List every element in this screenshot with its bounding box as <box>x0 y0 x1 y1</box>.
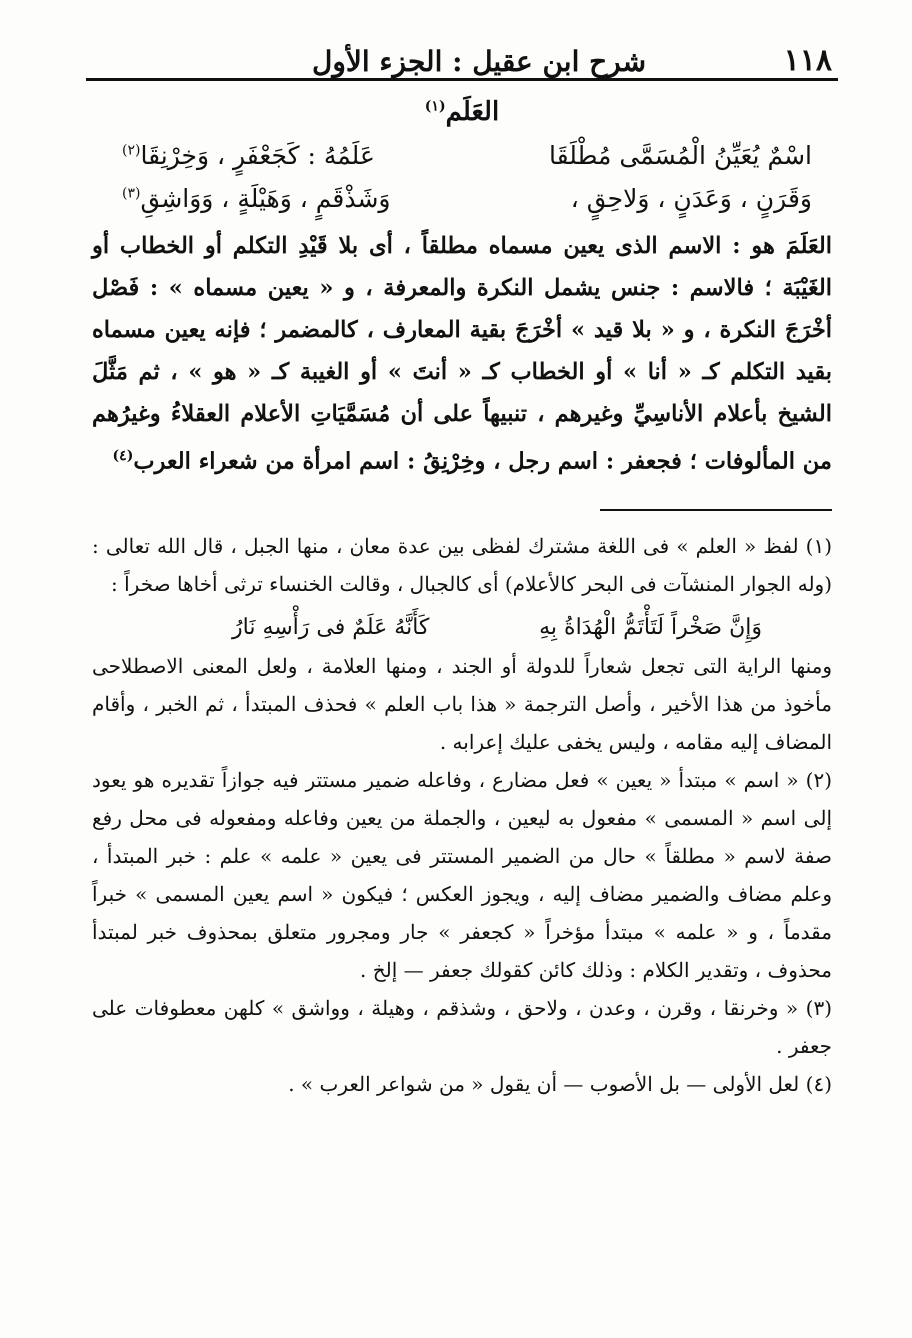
verse-1-note: (٢) <box>122 142 141 159</box>
verse-line-2 <box>122 184 812 213</box>
page-number: ١١٨ <box>783 43 832 78</box>
footnotes <box>92 527 832 1103</box>
verse-2-note: (٣) <box>122 185 141 202</box>
chapter-title-note: (١) <box>424 98 446 115</box>
commentary-paragraph: العَلَمَ هو : الاسم الذى يعين مسماه مطلقاً ، أى بلا قَيْدِ التكلم أو الخطاب أو الغَيْبَة ؛ فالاسم : جنس يشمل النكرة والمعرفة ، و « يعين مسماه » : فَصْل أخْرَجَ النكرة ، و « بلا قيد » أخْرَجَ بقية المعارف ، كالمضمر ؛ فإنه يعين مسماه بقيد التكلم كـ « أنا » أو الخطاب كـ « أنتَ » أو الغيبة كـ « هو » ، ثم مَثَّلَ الشيخ بأعلام الأناسِيِّ وغيرهم ، تنبيهاً على أن مُسَمَّيَاتِ الأعلام العقلاءُ وغيرُهم من المألوفات ؛ فجعفر : اسم رجل ، وخِرْنِقُ : اسم امرأة من شعراء العرب$^{(٤)}$ <box>92 233 832 475</box>
verse-1-left: عَلَمُهُ : كَجَعْفَرٍ ، وَخِرْنِقَا$^{(٢)}$ <box>122 141 375 170</box>
footnote-rule <box>600 509 832 511</box>
footnote-3: (٣) « وخرنقا ، وقرن ، وعدن ، ولاحق ، وشذقم ، وهيلة ، وواشق » كلهن معطوفات على جعفر . <box>92 995 832 1058</box>
page-header <box>92 28 832 78</box>
verse-2-left: وَشَذْقَمٍ ، وَهَيْلَةٍ ، وَوَاشِقِ$^{(٣)}$ <box>122 184 391 213</box>
commentary-note: (٤) <box>112 448 134 464</box>
footnote-1-verse-left: كَأَنَّهُ عَلَمٌ فى رَأْسِهِ نَارُ <box>232 614 430 640</box>
commentary-text <box>92 225 832 483</box>
footnote-2: (٢) « اسم » مبتدأ « يعين » فعل مضارع ، وفاعله ضمير مستتر فيه جوازاً تقديره هو يعود إلى اسم « المسمى » مفعول به ليعين ، والجملة من يعين وفاعله ومفعوله فى محل رفع صفة لاسم « مطلقاً » حال من الضمير المستتر فى يعين « علمه » علم : خبر المبتدأ ، وعلم مضاف والضمير مضاف إليه ، ويجوز العكس ؛ فيكون « اسم يعين المسمى » خبراً مقدماً ، و « علمه » مبتدأ مؤخراً « كجعفر » جار ومجرور متعلق بمحذوف خبر لمبتدأ محذوف ، وتقدير الكلام : وذلك كائن كقولك جعفر — إلخ . <box>92 767 832 982</box>
footnote-1-verse <box>232 609 762 647</box>
verse-1-right: اسْمٌ يُعَيِّنُ الْمُسَمَّى مُطْلَقَا <box>548 141 812 170</box>
footnote-1-intro: (١) لفظ « العلم » فى اللغة مشترك لفظى بين عدة معان ، منها الجبل ، قال الله تعالى : (وله الجوار المنشآت فى البحر كالأعلام) أى كالجبال ، وقالت الخنساء ترثى أخاها صخراً : <box>92 533 832 596</box>
footnote-1-rest: ومنها الراية التى تجعل شعاراً للدولة أو الجند ، ومنها العلامة ، ولعل المعنى الاصطلاحى مأخوذ من هذا الأخير ، وأصل الترجمة « هذا باب العلم » فحذف المبتدأ ، ثم الخبر ، وأقام المضاف إليه مقامه ، وليس يخفى عليك إعرابه . <box>92 653 832 754</box>
verse-2-right: وَقَرَنٍ ، وَعَدَنٍ ، وَلاحِقٍ ، <box>570 184 812 213</box>
footnote-1-verse-right: وَإِنَّ صَخْراً لَتَأْتَمُّ الْهُدَاةُ بِهِ <box>539 614 762 640</box>
chapter-title-text: العَلَم <box>445 97 500 127</box>
verse-line-1 <box>122 141 812 170</box>
chapter-title <box>92 97 832 127</box>
header-rule <box>86 78 838 81</box>
footnote-4: (٤) لعل الأولى — بل الأصوب — أن يقول « من شواعر العرب » . <box>288 1071 832 1096</box>
running-title: شرح ابن عقيل : الجزء الأول <box>312 45 647 78</box>
